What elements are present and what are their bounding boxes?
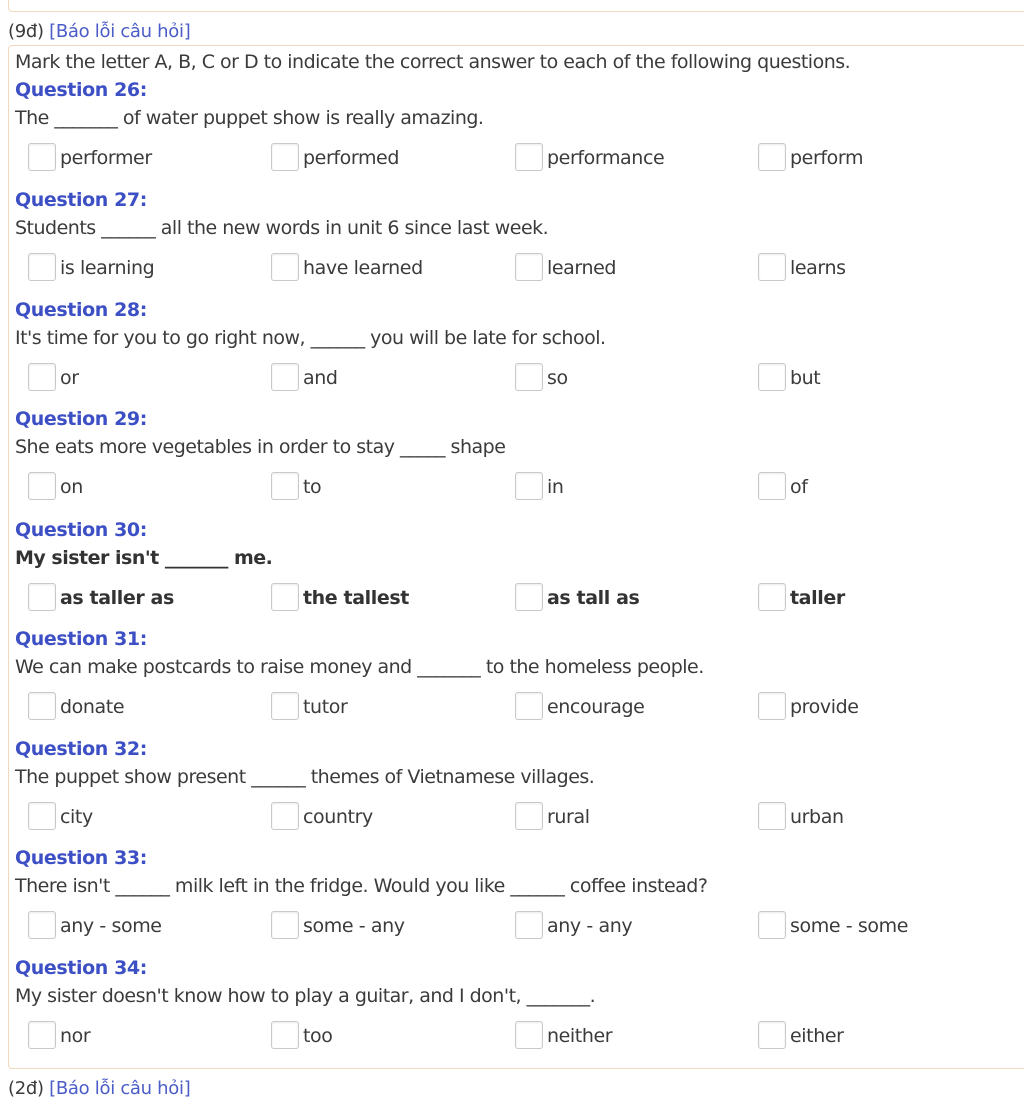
- checkbox[interactable]: [758, 911, 786, 939]
- option-label: on: [60, 476, 83, 498]
- checkbox[interactable]: [28, 692, 56, 720]
- checkbox[interactable]: [28, 1021, 56, 1049]
- checkbox[interactable]: [758, 143, 786, 171]
- option-label: learns: [790, 257, 846, 279]
- checkbox[interactable]: [515, 583, 543, 611]
- checkbox[interactable]: [515, 472, 543, 500]
- checkbox[interactable]: [515, 253, 543, 281]
- option-label: tutor: [303, 696, 348, 718]
- option-label: encourage: [547, 696, 645, 718]
- question-text: She eats more vegetables in order to stay _____ shape: [15, 436, 506, 458]
- checkbox[interactable]: [271, 472, 299, 500]
- checkbox[interactable]: [515, 911, 543, 939]
- checkbox[interactable]: [515, 363, 543, 391]
- option-label: as tall as: [547, 587, 640, 609]
- option-label: performer: [60, 147, 152, 169]
- question-header: [8, 21, 190, 42]
- option-label: provide: [790, 696, 859, 718]
- points-label: (2đ): [8, 1078, 44, 1099]
- question-text: My sister doesn't know how to play a guitar, and I don't, _______.: [15, 985, 596, 1007]
- question-text: Students ______ all the new words in unit 6 since last week.: [15, 217, 549, 239]
- option-label: country: [303, 806, 373, 828]
- option-label: some - some: [790, 915, 908, 937]
- checkbox[interactable]: [28, 143, 56, 171]
- option-label: either: [790, 1025, 844, 1047]
- checkbox[interactable]: [515, 1021, 543, 1049]
- question-title: Question 31:: [15, 628, 147, 650]
- option-label: the tallest: [303, 587, 409, 609]
- previous-question-panel: [8, 0, 1024, 12]
- option-label: or: [60, 367, 79, 389]
- checkbox[interactable]: [28, 911, 56, 939]
- option-label: urban: [790, 806, 844, 828]
- checkbox[interactable]: [271, 802, 299, 830]
- option-label: so: [547, 367, 568, 389]
- checkbox[interactable]: [758, 583, 786, 611]
- checkbox[interactable]: [28, 802, 56, 830]
- checkbox[interactable]: [758, 1021, 786, 1049]
- checkbox[interactable]: [28, 363, 56, 391]
- checkbox[interactable]: [515, 143, 543, 171]
- option-label: any - any: [547, 915, 633, 937]
- checkbox[interactable]: [515, 692, 543, 720]
- checkbox[interactable]: [758, 363, 786, 391]
- option-label: some - any: [303, 915, 405, 937]
- checkbox[interactable]: [758, 692, 786, 720]
- question-title: Question 27:: [15, 189, 147, 211]
- question-text: We can make postcards to raise money and _______ to the homeless people.: [15, 656, 704, 678]
- option-label: to: [303, 476, 322, 498]
- option-label: neither: [547, 1025, 613, 1047]
- option-label: performed: [303, 147, 400, 169]
- checkbox[interactable]: [271, 911, 299, 939]
- option-label: is learning: [60, 257, 155, 279]
- question-title: Question 33:: [15, 847, 147, 869]
- checkbox[interactable]: [271, 1021, 299, 1049]
- option-label: performance: [547, 147, 665, 169]
- option-label: in: [547, 476, 564, 498]
- option-label: rural: [547, 806, 590, 828]
- option-label: have learned: [303, 257, 423, 279]
- checkbox[interactable]: [271, 583, 299, 611]
- question-title: Question 28:: [15, 299, 147, 321]
- checkbox[interactable]: [271, 692, 299, 720]
- checkbox[interactable]: [515, 802, 543, 830]
- option-label: nor: [60, 1025, 91, 1047]
- option-label: taller: [790, 587, 845, 609]
- checkbox[interactable]: [28, 472, 56, 500]
- option-label: perform: [790, 147, 864, 169]
- question-text: It's time for you to go right now, ______ you will be late for school.: [15, 327, 606, 349]
- option-label: any - some: [60, 915, 162, 937]
- option-label: learned: [547, 257, 617, 279]
- question-title: Question 29:: [15, 408, 147, 430]
- option-label: but: [790, 367, 821, 389]
- question-title: Question 34:: [15, 957, 147, 979]
- checkbox[interactable]: [271, 143, 299, 171]
- question-title: Question 30:: [15, 519, 147, 541]
- checkbox[interactable]: [28, 253, 56, 281]
- report-error-link[interactable]: [Báo lỗi câu hỏi]: [49, 1078, 191, 1099]
- question-text: The puppet show present ______ themes of Vietnamese villages.: [15, 766, 595, 788]
- option-label: as taller as: [60, 587, 174, 609]
- instruction-text: Mark the letter A, B, C or D to indicate the correct answer to each of the following questions.: [15, 51, 851, 73]
- report-error-link[interactable]: [Báo lỗi câu hỏi]: [49, 21, 191, 42]
- points-label: (9đ): [8, 21, 44, 42]
- question-text: The _______ of water puppet show is really amazing.: [15, 107, 484, 129]
- option-label: of: [790, 476, 808, 498]
- option-label: too: [303, 1025, 333, 1047]
- next-question-header: [8, 1078, 190, 1099]
- checkbox[interactable]: [758, 253, 786, 281]
- question-text: My sister isn't _______ me.: [15, 547, 273, 569]
- option-label: and: [303, 367, 338, 389]
- checkbox[interactable]: [271, 363, 299, 391]
- question-title: Question 32:: [15, 738, 147, 760]
- question-title: Question 26:: [15, 79, 147, 101]
- option-label: city: [60, 806, 93, 828]
- checkbox[interactable]: [28, 583, 56, 611]
- option-label: donate: [60, 696, 125, 718]
- checkbox[interactable]: [758, 472, 786, 500]
- checkbox[interactable]: [758, 802, 786, 830]
- checkbox[interactable]: [271, 253, 299, 281]
- question-text: There isn't ______ milk left in the fridge. Would you like ______ coffee instead?: [15, 875, 708, 897]
